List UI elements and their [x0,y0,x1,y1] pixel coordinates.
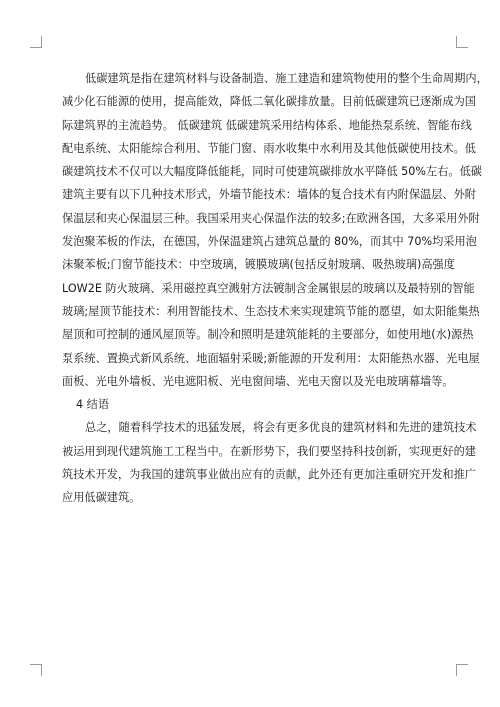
text-line: 配电系统、太阳能综合利用、节能门窗、雨水收集中水利用及其他低碳使用技术。低 [62,141,476,155]
document-body [62,67,488,510]
text-line: 低碳建筑是指在建筑材料与设备制造、施工建造和建筑物使用的整个生命周期内， [85,72,488,85]
text-line: LOW2E 防火玻璃、采用磁控真空溅射方法镀制含金属银层的玻璃以及最特别的智能 [62,281,475,295]
text-line: 面板、光电外墙板、光电遮阳板、光电窗间墙、光电天窗以及光电玻璃幕墙等。 [62,374,454,388]
text-line: 保温层和夹心保温层三种。我国采用夹心保温作法的较多;在欧洲各国，大多采用外附 [62,211,480,225]
crop-mark-top-right [456,36,468,48]
text-line: 总之，随着科学技术的迅猛发展，将会有更多优良的建筑材料和先进的建筑技术 [85,421,477,435]
text-line: 玻璃;屋顶节能技术：利用智能技术、生态技术来实现建筑节能的愿望，如太阳能集热 [62,304,480,318]
crop-mark-bottom-left [30,664,42,676]
text-line: 碳建筑技术不仅可以大幅度降低能耗，同时可使建筑碳排放水平降低 50%左右。低碳 [62,165,482,179]
crop-mark-top-left [30,36,42,48]
crop-mark-bottom-right [456,664,468,676]
text-line: 际建筑界的主流趋势。 低碳建筑 低碳建筑采用结构体系、地能热泵系统、智能布线 [62,118,472,132]
text-line: 应用低碳建筑。 [62,491,141,505]
text-line: 屋顶和可控制的通风屋顶等。制冷和照明是建筑能耗的主要部分，如使用地(水)源热 [62,328,474,342]
text-line: 沫聚苯板;门窗节能技术：中空玻璃，镀膜玻璃(包括反射玻璃、吸热玻璃)高强度 [62,258,455,272]
text-line: 减少化石能源的使用，提高能效，降低二氧化碳排放量。目前低碳建筑已逐渐成为国 [62,95,476,109]
text-line: 被运用到现代建筑施工工程当中。在新形势下，我们要坚持科技创新，实现更好的建 [62,444,476,458]
text-line: 发泡聚苯板的作法，在德国，外保温建筑占建筑总量的 80%，而其中 70%均采用泡 [62,235,477,249]
text-line: 建筑主要有以下几种技术形式，外墙节能技术：墙体的复合技术有内附保温层、外附 [62,188,476,202]
section-heading: 4 结语 [76,398,110,412]
text-line: 筑技术开发，为我国的建筑事业做出应有的贡献，此外还有更加注重研究开发和推广 [62,468,476,482]
text-line: 泵系统、置换式新风系统、地面辐射采暖;新能源的开发利用：太阳能热水器、光电屋 [62,351,480,365]
